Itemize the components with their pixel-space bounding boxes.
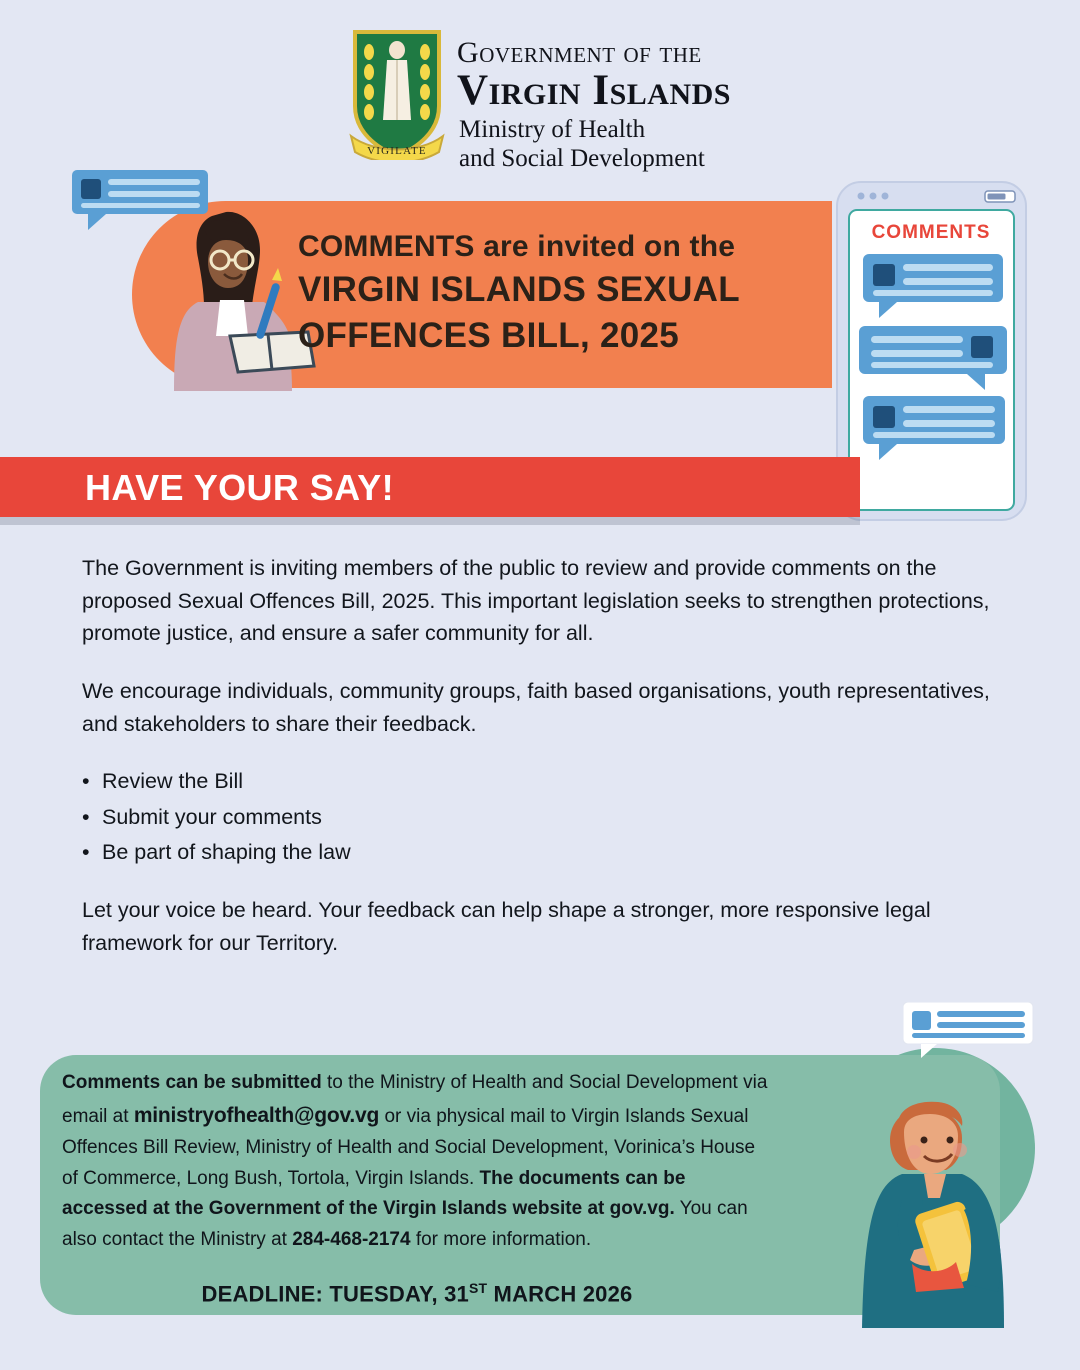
banner-line-1: COMMENTS are invited on the: [298, 230, 736, 263]
have-your-say-bar-shadow: [0, 517, 860, 525]
list-item: • Submit your comments: [82, 801, 1012, 834]
ministry-line-2: and Social Development: [459, 144, 705, 172]
government-line-1: Government of the: [457, 36, 702, 69]
banner-line-3: OFFENCES BILL, 2025: [298, 316, 680, 356]
ministry-line-1: Ministry of Health: [459, 116, 646, 144]
have-your-say-title: HAVE YOUR SAY!: [85, 467, 395, 508]
bullet-list: [82, 765, 1012, 869]
footer-contact-before: You can also contact the Ministry at: [62, 1198, 748, 1251]
government-title-block: [457, 26, 731, 173]
page-header: [0, 26, 1080, 173]
deadline-suffix: MARCH 2026: [487, 1281, 633, 1307]
email-address: ministryofhealth@gov.vg: [133, 1103, 380, 1127]
submission-info-text: [62, 1068, 772, 1256]
banner-line-2: VIRGIN ISLANDS SEXUAL: [298, 269, 740, 309]
footer-text-after-email: or via physical mail to Virgin Islands Sexual Offences Bill Review, Ministry of Health and Social Development, Vorinica’s House of Commerce, Long Bush, Tortola, Virgin Islands.: [62, 1105, 756, 1189]
footer-lead: Comments can be submitted: [62, 1072, 322, 1093]
footer-text-after-lead: to the Ministry of Health and Social Development via email at: [62, 1072, 768, 1127]
paragraph-2: We encourage individuals, community groups, faith based organisations, youth representatives, and stakeholders to share their feedback.: [82, 679, 990, 736]
phone-illustration: [833, 178, 1030, 524]
speech-bubble-icon: [903, 1002, 1038, 1060]
deadline-prefix: DEADLINE: TUESDAY, 31: [201, 1281, 469, 1307]
banner-text-block: [298, 228, 838, 359]
government-line-2: Virgin Islands: [457, 67, 731, 114]
phone-comments-label: COMMENTS: [871, 222, 991, 243]
deadline-text: [62, 1280, 772, 1307]
paragraph-3: Let your voice be heard. Your feedback can help shape a stronger, more responsive legal framework for our Territory.: [82, 898, 931, 955]
list-item: • Be part of shaping the law: [82, 836, 1012, 869]
body-copy: [82, 552, 1012, 985]
man-illustration: [828, 1078, 1038, 1328]
coat-of-arms-icon: [349, 28, 445, 160]
deadline-ordinal: ST: [468, 1280, 488, 1296]
phone-number: 284-468-2174: [292, 1229, 411, 1251]
crest-motto: VIGILATE: [367, 145, 427, 157]
footer-contact-after: for more information.: [410, 1229, 592, 1251]
list-item: • Review the Bill: [82, 765, 1012, 798]
footer-documents-note: The documents can be accessed at the Government of the Virgin Islands website at gov.vg.: [62, 1167, 686, 1220]
paragraph-1: The Government is inviting members of the public to review and provide comments on the proposed Sexual Offences Bill, 2025. This important legislation seeks to strengthen protections, promote justice, and ensure a safer community for all.: [82, 556, 990, 646]
